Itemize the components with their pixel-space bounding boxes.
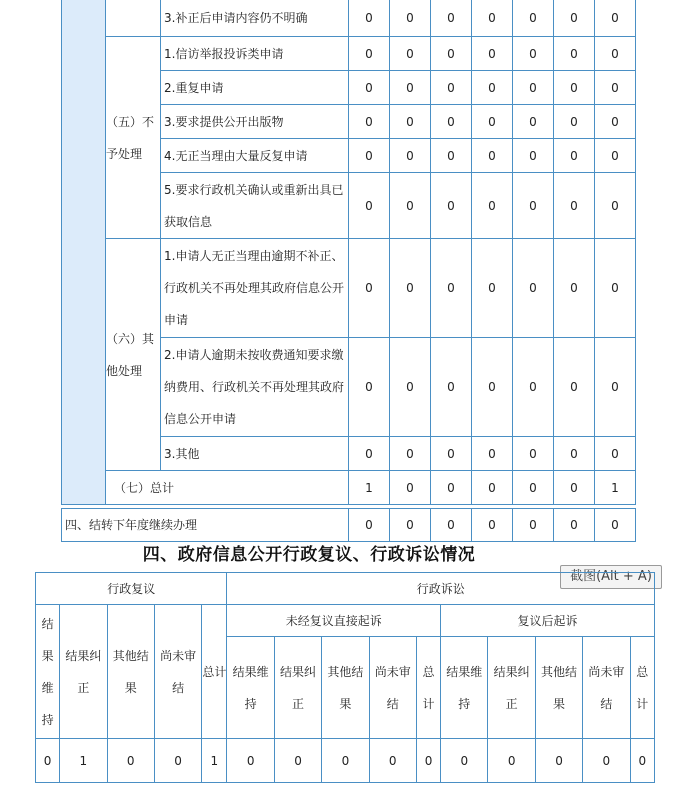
table-row: （五）不予处理 1.信访举报投诉类申请 0 0 0 0 0 0 0 bbox=[62, 37, 636, 71]
table-row: 0 1 0 0 1 0 0 0 0 0 0 0 0 0 0 bbox=[36, 739, 655, 783]
header-row: 结果维持 结果纠正 其他结果 尚未审结 总计 结果维持 结果纠正 其他结果 尚未审结 总计 bbox=[36, 637, 655, 739]
table-row: （六）其他处理 1.申请人无正当理由逾期不补正、行政机关不再处理其政府信息公开申请 0 0 0 0 0 0 0 bbox=[62, 239, 636, 338]
screenshot-tooltip[interactable]: 截图(Alt + A) bbox=[560, 565, 662, 589]
carry-over-row bbox=[61, 508, 636, 542]
table-row: 3.其他 0 0 0 0 0 0 0 bbox=[62, 437, 636, 471]
table-row: 5.要求行政机关确认或重新出具已获取信息 0 0 0 0 0 0 0 bbox=[62, 173, 636, 239]
after-review-suit-header: 复议后起诉 bbox=[441, 605, 655, 637]
admin-lawsuit-header: 行政诉讼 bbox=[227, 573, 655, 605]
table-row-total: （七）总计 1 0 0 0 0 0 1 bbox=[62, 471, 636, 505]
review-lawsuit-table bbox=[35, 572, 655, 783]
table-row: 四、结转下年度继续办理 0 0 0 0 0 0 0 bbox=[62, 509, 636, 542]
direct-suit-header: 未经复议直接起诉 bbox=[227, 605, 441, 637]
row-label: 3.补正后申请内容仍不明确 bbox=[161, 0, 349, 37]
group-label-other-processing: （六）其他处理 bbox=[106, 239, 161, 471]
table-row: 4.无正当理由大量反复申请 0 0 0 0 0 0 0 bbox=[62, 139, 636, 173]
table-row: 3.要求提供公开出版物 0 0 0 0 0 0 0 bbox=[62, 105, 636, 139]
section-title: 四、政府信息公开行政复议、行政诉讼情况 bbox=[142, 545, 476, 565]
admin-review-header: 行政复议 bbox=[36, 573, 227, 605]
table-row: 2.申请人逾期未按收费通知要求缴纳费用、行政机关不再处理其政府信息公开申请 0 0 0 0 0 0 0 bbox=[62, 338, 636, 437]
disclosure-stats-table bbox=[61, 0, 636, 505]
group-label-no-processing: （五）不予处理 bbox=[106, 37, 161, 239]
header-row bbox=[36, 573, 655, 605]
table-row: 3.补正后申请内容仍不明确 0 0 0 0 0 0 0 bbox=[62, 0, 636, 37]
outer-category-cell bbox=[62, 0, 106, 505]
table-row: 2.重复申请 0 0 0 0 0 0 0 bbox=[62, 71, 636, 105]
sub-category-cell bbox=[106, 0, 161, 37]
header-row: 结果维持 结果纠正 其他结果 尚未审结 总计 未经复议直接起诉 复议后起诉 bbox=[36, 605, 655, 637]
